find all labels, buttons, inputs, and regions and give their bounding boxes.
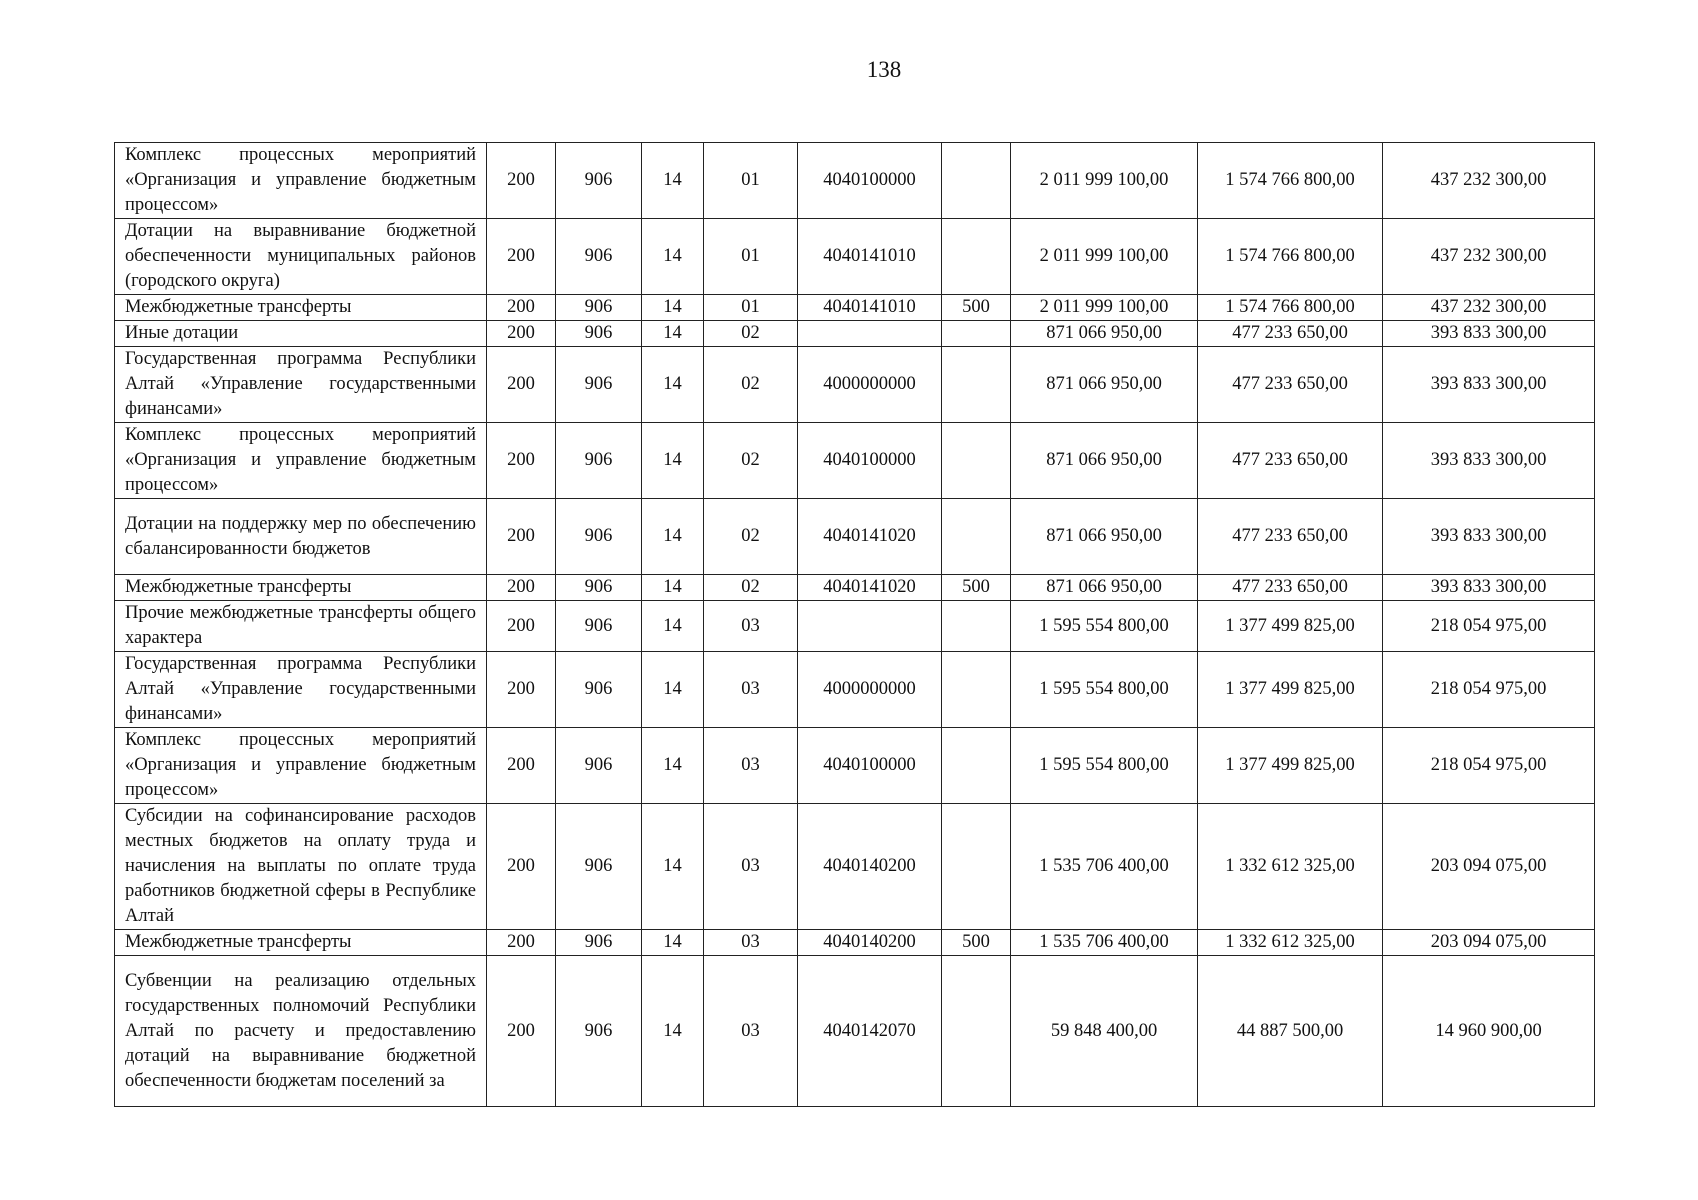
amount-total-cell: 1 535 706 400,00 xyxy=(1011,804,1198,930)
admin-code-cell: 200 xyxy=(487,804,556,930)
admin-code-cell: 200 xyxy=(487,601,556,652)
target-article-cell: 4040141010 xyxy=(798,219,942,295)
page-number: 138 xyxy=(866,57,902,82)
amount-federal-cell: 1 574 766 800,00 xyxy=(1198,295,1383,321)
target-article-cell: 4040142070 xyxy=(798,956,942,1107)
ministry-code-cell: 906 xyxy=(556,143,642,219)
expense-type-cell xyxy=(942,499,1011,575)
amount-federal-cell: 1 377 499 825,00 xyxy=(1198,601,1383,652)
amount-total-cell: 59 848 400,00 xyxy=(1011,956,1198,1107)
subsection-code-cell: 02 xyxy=(704,499,798,575)
target-article-cell xyxy=(798,601,942,652)
expense-type-cell: 500 xyxy=(942,930,1011,956)
subsection-code-cell: 03 xyxy=(704,728,798,804)
target-article-cell: 4000000000 xyxy=(798,652,942,728)
amount-federal-cell: 1 377 499 825,00 xyxy=(1198,652,1383,728)
admin-code-cell: 200 xyxy=(487,295,556,321)
amount-regional-cell: 437 232 300,00 xyxy=(1383,143,1595,219)
subsection-code-cell: 02 xyxy=(704,321,798,347)
ministry-code-cell: 906 xyxy=(556,728,642,804)
row-name-cell: Государственная программа Республики Алтай «Управление государственными финансами» xyxy=(115,347,487,423)
table-row xyxy=(115,652,1595,728)
target-article-cell: 4040141020 xyxy=(798,575,942,601)
target-article-cell: 4040100000 xyxy=(798,143,942,219)
subsection-code-cell: 03 xyxy=(704,956,798,1107)
target-article-cell: 4040100000 xyxy=(798,423,942,499)
amount-federal-cell: 1 574 766 800,00 xyxy=(1198,219,1383,295)
amount-regional-cell: 393 833 300,00 xyxy=(1383,423,1595,499)
amount-total-cell: 2 011 999 100,00 xyxy=(1011,143,1198,219)
subsection-code-cell: 02 xyxy=(704,575,798,601)
expense-type-cell: 500 xyxy=(942,575,1011,601)
amount-federal-cell: 1 574 766 800,00 xyxy=(1198,143,1383,219)
section-code-cell: 14 xyxy=(642,930,704,956)
section-code-cell: 14 xyxy=(642,575,704,601)
amount-regional-cell: 203 094 075,00 xyxy=(1383,804,1595,930)
table-row xyxy=(115,601,1595,652)
row-name-cell: Иные дотации xyxy=(115,321,487,347)
row-name-cell: Комплекс процессных мероприятий «Организация и управление бюджетным процессом» xyxy=(115,423,487,499)
ministry-code-cell: 906 xyxy=(556,347,642,423)
row-name-cell: Комплекс процессных мероприятий «Организация и управление бюджетным процессом» xyxy=(115,143,487,219)
amount-federal-cell: 1 332 612 325,00 xyxy=(1198,930,1383,956)
amount-federal-cell: 477 233 650,00 xyxy=(1198,321,1383,347)
amount-total-cell: 1 595 554 800,00 xyxy=(1011,728,1198,804)
amount-regional-cell: 14 960 900,00 xyxy=(1383,956,1595,1107)
section-code-cell: 14 xyxy=(642,728,704,804)
table-row xyxy=(115,295,1595,321)
ministry-code-cell: 906 xyxy=(556,930,642,956)
subsection-code-cell: 03 xyxy=(704,652,798,728)
admin-code-cell: 200 xyxy=(487,930,556,956)
amount-total-cell: 1 535 706 400,00 xyxy=(1011,930,1198,956)
table-row xyxy=(115,804,1595,930)
row-name-cell: Межбюджетные трансферты xyxy=(115,575,487,601)
table-row xyxy=(115,347,1595,423)
subsection-code-cell: 03 xyxy=(704,601,798,652)
expense-type-cell xyxy=(942,423,1011,499)
amount-regional-cell: 218 054 975,00 xyxy=(1383,601,1595,652)
target-article-cell: 4040141020 xyxy=(798,499,942,575)
target-article-cell: 4040141010 xyxy=(798,295,942,321)
section-code-cell: 14 xyxy=(642,295,704,321)
amount-regional-cell: 393 833 300,00 xyxy=(1383,575,1595,601)
subsection-code-cell: 03 xyxy=(704,804,798,930)
row-name-cell: Дотации на поддержку мер по обеспечению сбалансированности бюджетов xyxy=(115,499,487,575)
amount-regional-cell: 203 094 075,00 xyxy=(1383,930,1595,956)
section-code-cell: 14 xyxy=(642,804,704,930)
ministry-code-cell: 906 xyxy=(556,295,642,321)
section-code-cell: 14 xyxy=(642,956,704,1107)
amount-federal-cell: 1 377 499 825,00 xyxy=(1198,728,1383,804)
row-name-cell: Прочие межбюджетные трансферты общего характера xyxy=(115,601,487,652)
amount-federal-cell: 44 887 500,00 xyxy=(1198,956,1383,1107)
section-code-cell: 14 xyxy=(642,347,704,423)
subsection-code-cell: 03 xyxy=(704,930,798,956)
amount-regional-cell: 393 833 300,00 xyxy=(1383,347,1595,423)
admin-code-cell: 200 xyxy=(487,956,556,1107)
target-article-cell: 4040140200 xyxy=(798,804,942,930)
amount-total-cell: 871 066 950,00 xyxy=(1011,347,1198,423)
section-code-cell: 14 xyxy=(642,423,704,499)
admin-code-cell: 200 xyxy=(487,728,556,804)
table-row xyxy=(115,575,1595,601)
amount-federal-cell: 477 233 650,00 xyxy=(1198,575,1383,601)
table-row xyxy=(115,143,1595,219)
section-code-cell: 14 xyxy=(642,652,704,728)
budget-table-body xyxy=(115,143,1595,1107)
amount-regional-cell: 437 232 300,00 xyxy=(1383,295,1595,321)
target-article-cell: 4040100000 xyxy=(798,728,942,804)
target-article-cell: 4000000000 xyxy=(798,347,942,423)
admin-code-cell: 200 xyxy=(487,219,556,295)
subsection-code-cell: 01 xyxy=(704,295,798,321)
expense-type-cell xyxy=(942,321,1011,347)
amount-federal-cell: 1 332 612 325,00 xyxy=(1198,804,1383,930)
expense-type-cell xyxy=(942,347,1011,423)
row-name-cell: Субсидии на софинансирование расходов местных бюджетов на оплату труда и начисления на выплаты по оплате труда работников бюджетной сферы в Республике Алтай xyxy=(115,804,487,930)
amount-total-cell: 871 066 950,00 xyxy=(1011,499,1198,575)
ministry-code-cell: 906 xyxy=(556,219,642,295)
amount-total-cell: 2 011 999 100,00 xyxy=(1011,295,1198,321)
amount-total-cell: 1 595 554 800,00 xyxy=(1011,601,1198,652)
amount-total-cell: 871 066 950,00 xyxy=(1011,321,1198,347)
expense-type-cell xyxy=(942,956,1011,1107)
amount-total-cell: 1 595 554 800,00 xyxy=(1011,652,1198,728)
admin-code-cell: 200 xyxy=(487,143,556,219)
row-name-cell: Дотации на выравнивание бюджетной обеспеченности муниципальных районов (городского округа) xyxy=(115,219,487,295)
expense-type-cell xyxy=(942,728,1011,804)
ministry-code-cell: 906 xyxy=(556,601,642,652)
amount-federal-cell: 477 233 650,00 xyxy=(1198,499,1383,575)
budget-table xyxy=(114,142,1595,1107)
amount-total-cell: 871 066 950,00 xyxy=(1011,575,1198,601)
subsection-code-cell: 01 xyxy=(704,143,798,219)
target-article-cell: 4040140200 xyxy=(798,930,942,956)
admin-code-cell: 200 xyxy=(487,575,556,601)
amount-federal-cell: 477 233 650,00 xyxy=(1198,347,1383,423)
amount-total-cell: 2 011 999 100,00 xyxy=(1011,219,1198,295)
row-name-cell: Межбюджетные трансферты xyxy=(115,295,487,321)
amount-regional-cell: 218 054 975,00 xyxy=(1383,728,1595,804)
table-row xyxy=(115,423,1595,499)
admin-code-cell: 200 xyxy=(487,321,556,347)
section-code-cell: 14 xyxy=(642,499,704,575)
row-name-cell: Государственная программа Республики Алтай «Управление государственными финансами» xyxy=(115,652,487,728)
section-code-cell: 14 xyxy=(642,601,704,652)
expense-type-cell xyxy=(942,143,1011,219)
admin-code-cell: 200 xyxy=(487,423,556,499)
subsection-code-cell: 02 xyxy=(704,423,798,499)
ministry-code-cell: 906 xyxy=(556,575,642,601)
target-article-cell xyxy=(798,321,942,347)
amount-regional-cell: 437 232 300,00 xyxy=(1383,219,1595,295)
admin-code-cell: 200 xyxy=(487,652,556,728)
ministry-code-cell: 906 xyxy=(556,956,642,1107)
expense-type-cell: 500 xyxy=(942,295,1011,321)
ministry-code-cell: 906 xyxy=(556,499,642,575)
ministry-code-cell: 906 xyxy=(556,652,642,728)
expense-type-cell xyxy=(942,652,1011,728)
expense-type-cell xyxy=(942,601,1011,652)
subsection-code-cell: 02 xyxy=(704,347,798,423)
subsection-code-cell: 01 xyxy=(704,219,798,295)
row-name-cell: Субвенции на реализацию отдельных государственных полномочий Республики Алтай по расчету и предоставлению дотаций на выравнивание бюджетной обеспеченности бюджетам поселений за xyxy=(115,956,487,1107)
admin-code-cell: 200 xyxy=(487,499,556,575)
table-row xyxy=(115,219,1595,295)
expense-type-cell xyxy=(942,804,1011,930)
admin-code-cell: 200 xyxy=(487,347,556,423)
section-code-cell: 14 xyxy=(642,321,704,347)
table-row xyxy=(115,499,1595,575)
table-row xyxy=(115,956,1595,1107)
amount-regional-cell: 393 833 300,00 xyxy=(1383,499,1595,575)
expense-type-cell xyxy=(942,219,1011,295)
ministry-code-cell: 906 xyxy=(556,423,642,499)
row-name-cell: Комплекс процессных мероприятий «Организация и управление бюджетным процессом» xyxy=(115,728,487,804)
section-code-cell: 14 xyxy=(642,143,704,219)
amount-total-cell: 871 066 950,00 xyxy=(1011,423,1198,499)
section-code-cell: 14 xyxy=(642,219,704,295)
table-row xyxy=(115,728,1595,804)
table-row xyxy=(115,930,1595,956)
amount-regional-cell: 393 833 300,00 xyxy=(1383,321,1595,347)
amount-federal-cell: 477 233 650,00 xyxy=(1198,423,1383,499)
table-row xyxy=(115,321,1595,347)
amount-regional-cell: 218 054 975,00 xyxy=(1383,652,1595,728)
ministry-code-cell: 906 xyxy=(556,321,642,347)
ministry-code-cell: 906 xyxy=(556,804,642,930)
row-name-cell: Межбюджетные трансферты xyxy=(115,930,487,956)
